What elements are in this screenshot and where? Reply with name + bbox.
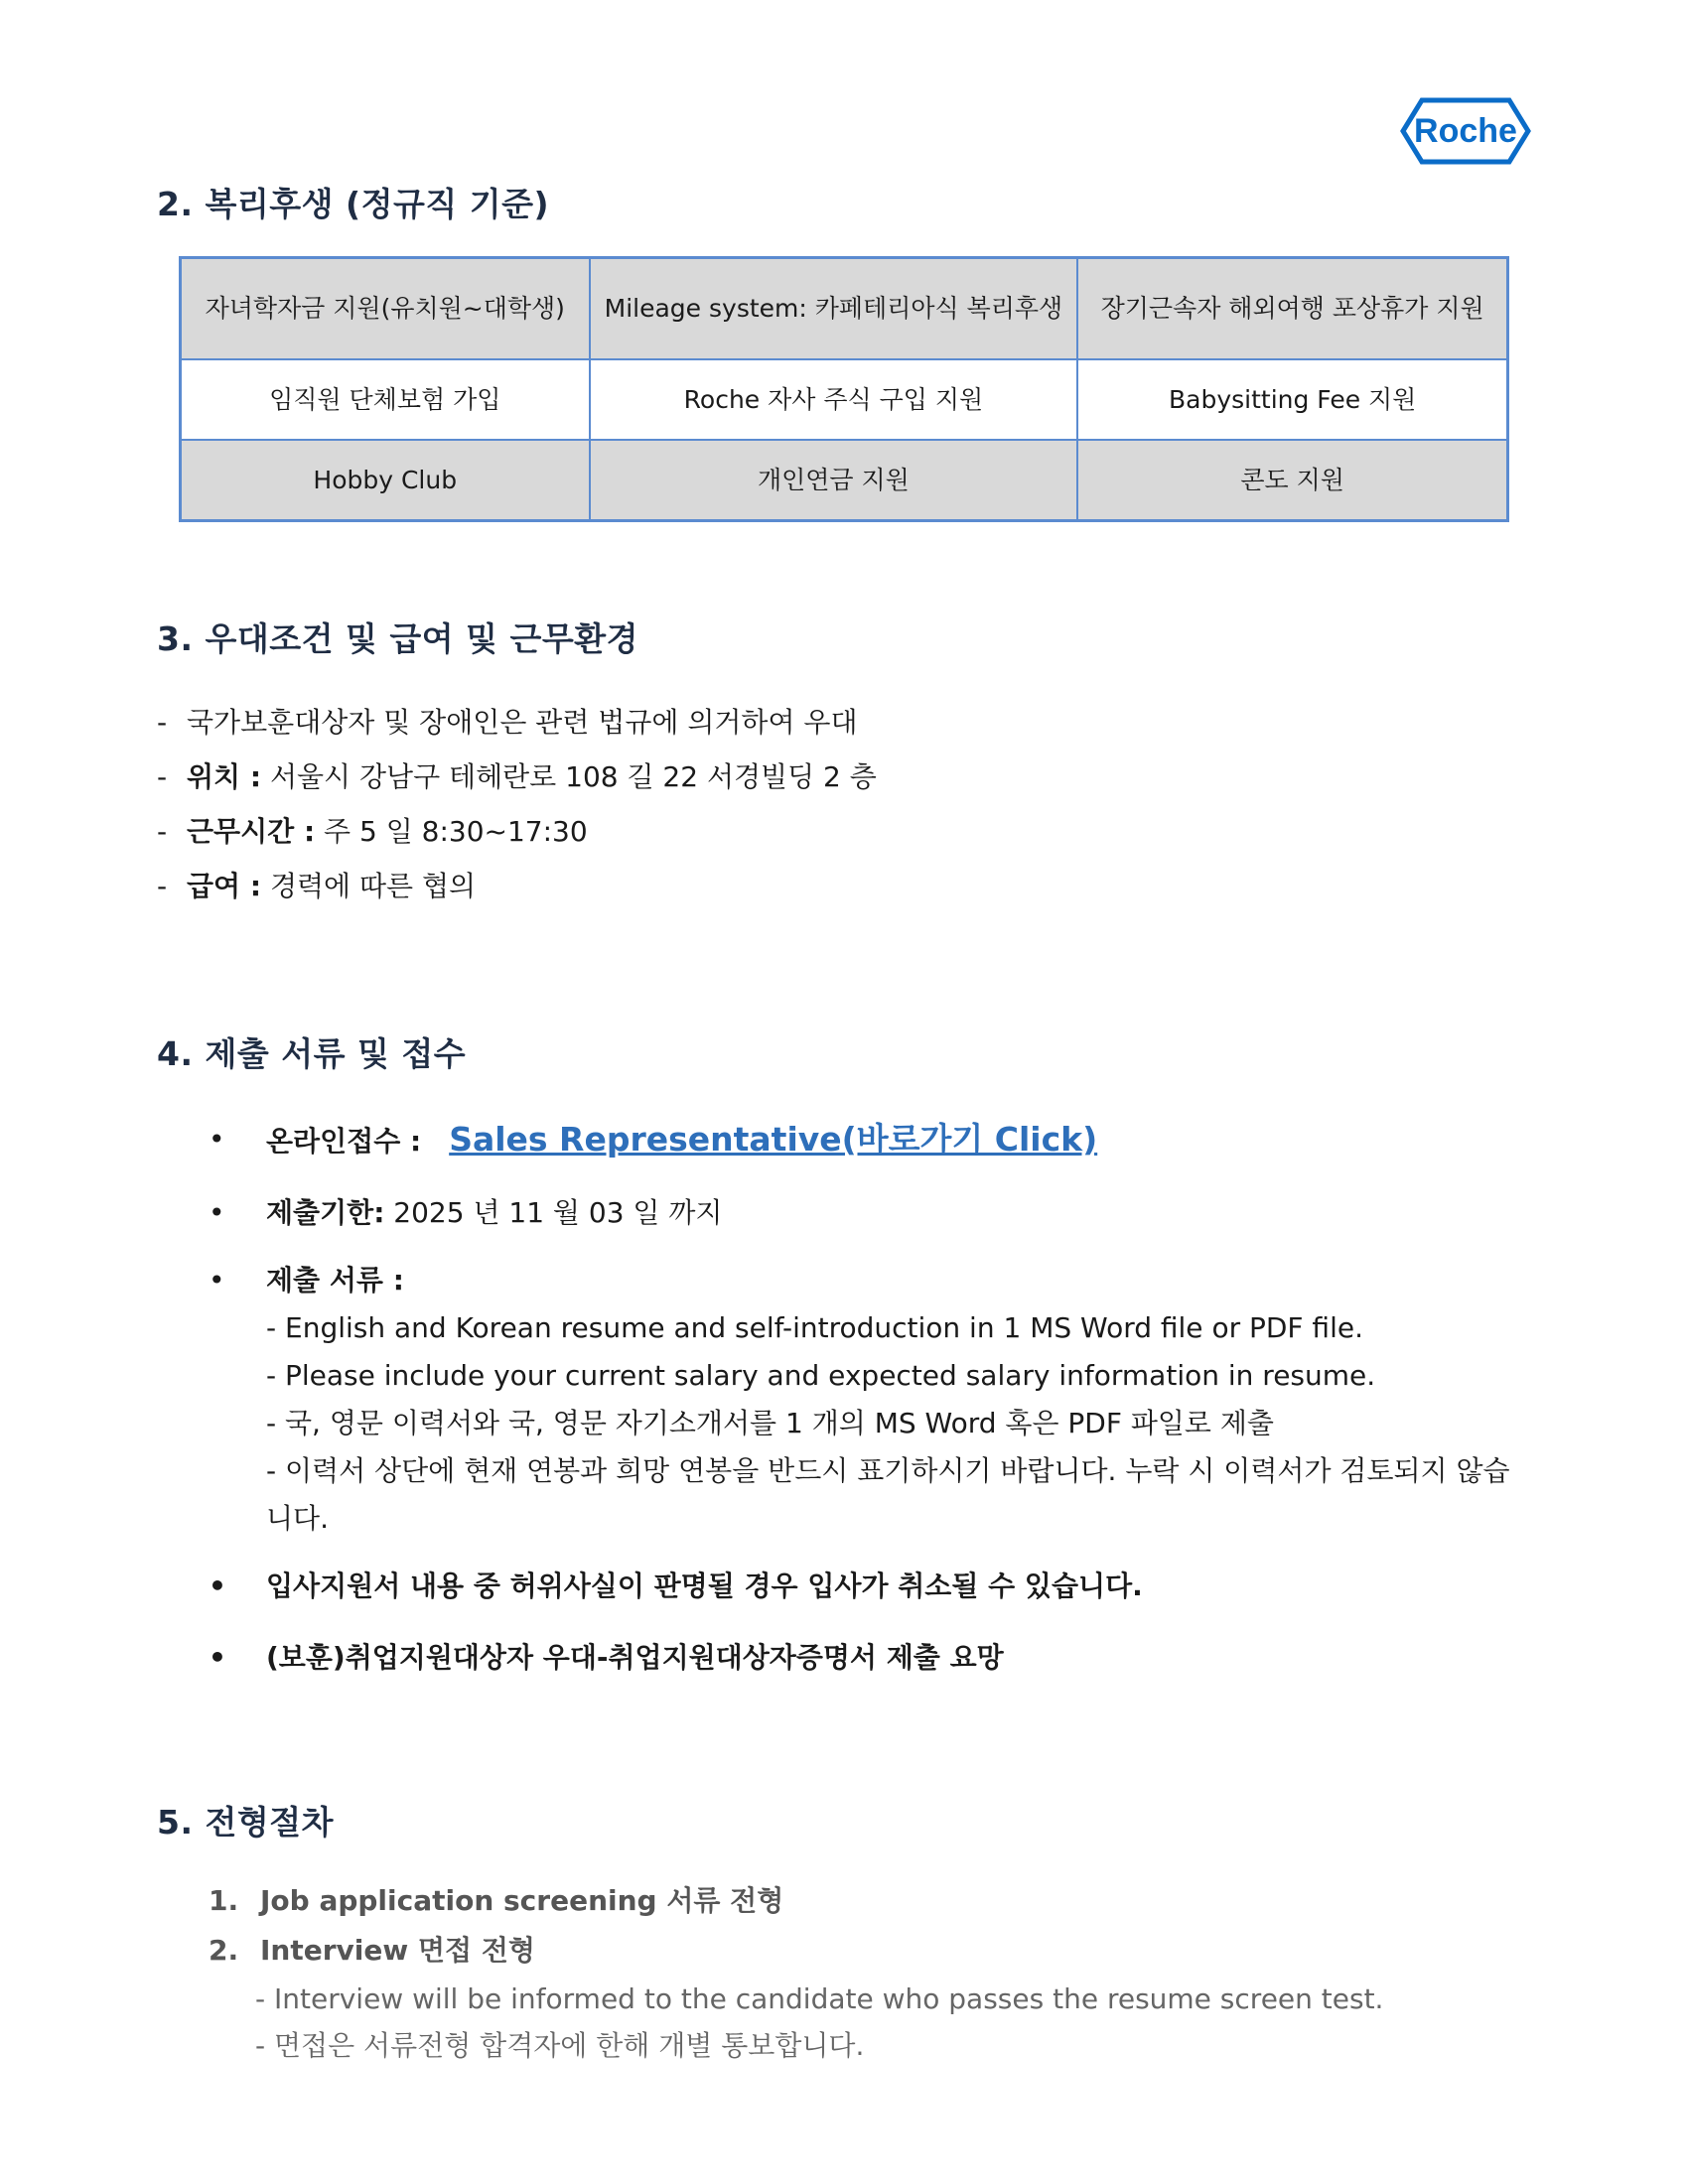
dash-marker: -: [157, 815, 168, 848]
bullet-icon: •: [209, 1264, 225, 1297]
list-item: [157, 859, 877, 913]
apply-link[interactable]: Sales Representative(바로가기 Click): [449, 1120, 1098, 1159]
table-cell: 임직원 단체보험 가입: [181, 359, 590, 440]
notice-text: 입사지원서 내용 중 허위사실이 판명될 경우 입사가 취소될 수 있습니다.: [266, 1570, 1143, 1602]
table-row: [181, 359, 1508, 440]
bullet-icon: •: [209, 1196, 225, 1229]
table-cell: 자녀학자금 지원(유치원~대학생): [181, 258, 590, 360]
item-label: 급여 :: [187, 870, 262, 902]
bullet-icon: •: [209, 1123, 225, 1156]
documents-line: - 이력서 상단에 현재 연봉과 희망 연봉을 반드시 표기하시기 바랍니다. 누락 시 이력서가 검토되지 않습니다.: [266, 1454, 1510, 1535]
online-label: 온라인접수 :: [266, 1125, 422, 1158]
table-cell: Mileage system: 카페테리아식 복리후생: [590, 258, 1078, 360]
item-text: 주 5 일 8:30~17:30: [315, 815, 588, 848]
notice-text: (보훈)취업지원대상자 우대-취업지원대상자증명서 제출 요망: [266, 1641, 1004, 1674]
item-text: 서울시 강남구 테헤란로 108 길 22 서경빌딩 2 층: [261, 760, 877, 793]
step-number: 2.: [209, 1934, 239, 1967]
list-item: [157, 695, 877, 750]
step-label: Job application screening 서류 전형: [260, 1884, 784, 1917]
step-note: - Interview will be informed to the candidate who passes the resume screen test.: [255, 1982, 1384, 2015]
item-text: 국가보훈대상자 및 장애인은 관련 법규에 의거하여 우대: [187, 706, 858, 739]
list-item-online: [209, 1112, 1519, 1185]
process-steps: [209, 1876, 1383, 2069]
dash-marker: -: [157, 870, 168, 902]
section2-title: 2. 복리후생 (정규직 기준): [157, 185, 550, 223]
list-item-deadline: [209, 1185, 1519, 1257]
step-number: 1.: [209, 1884, 239, 1917]
dash-marker: -: [157, 760, 168, 793]
list-item-notice: [209, 1557, 1519, 1628]
table-cell: 콘도 지원: [1077, 440, 1507, 521]
roche-logo: [1400, 97, 1531, 165]
documents-line: - 국, 영문 이력서와 국, 영문 자기소개서를 1 개의 MS Word 혹은 PDF 파일로 제출: [266, 1407, 1274, 1439]
table-row: [181, 258, 1508, 360]
bullet-icon: •: [209, 1641, 226, 1674]
submission-list: [209, 1112, 1519, 1700]
item-text: 경력에 따른 협의: [261, 870, 477, 902]
step-label: Interview 면접 전형: [260, 1934, 535, 1967]
step-note: - 면접은 서류전형 합격자에 한해 개별 통보합니다.: [255, 2029, 865, 2062]
deadline-text: 2025 년 11 월 03 일 까지: [384, 1196, 723, 1229]
table-cell: Babysitting Fee 지원: [1077, 359, 1507, 440]
logo-text: Roche: [1414, 112, 1517, 150]
item-label: 위치 :: [187, 760, 262, 793]
documents-line: - English and Korean resume and self-introduction in 1 MS Word file or PDF file.: [266, 1311, 1363, 1344]
list-item: [157, 804, 877, 859]
section5-title: 5. 전형절차: [157, 1803, 334, 1842]
table-cell: Roche 자사 주식 구입 지원: [590, 359, 1078, 440]
table-cell: Hobby Club: [181, 440, 590, 521]
section4-title: 4. 제출 서류 및 접수: [157, 1034, 467, 1073]
dash-marker: -: [157, 706, 168, 739]
table-cell: 개인연금 지원: [590, 440, 1078, 521]
list-item-documents: [209, 1257, 1519, 1557]
step-item: [209, 1926, 1383, 2069]
item-label: 근무시간 :: [187, 815, 316, 848]
list-item: [157, 750, 877, 804]
step-item: [209, 1876, 1383, 1926]
bullet-icon: •: [209, 1570, 226, 1602]
benefits-table: [179, 256, 1509, 522]
roche-hexagon-icon: [1400, 97, 1531, 165]
table-row: [181, 440, 1508, 521]
documents-label: 제출 서류 :: [266, 1264, 404, 1297]
section3-title: 3. 우대조건 및 급여 및 근무환경: [157, 619, 638, 658]
deadline-label: 제출기한:: [266, 1196, 385, 1229]
list-item-notice: [209, 1628, 1519, 1700]
table-cell: 장기근속자 해외여행 포상휴가 지원: [1077, 258, 1507, 360]
documents-line: - Please include your current salary and expected salary information in resume.: [266, 1359, 1376, 1392]
conditions-list: [157, 695, 877, 913]
